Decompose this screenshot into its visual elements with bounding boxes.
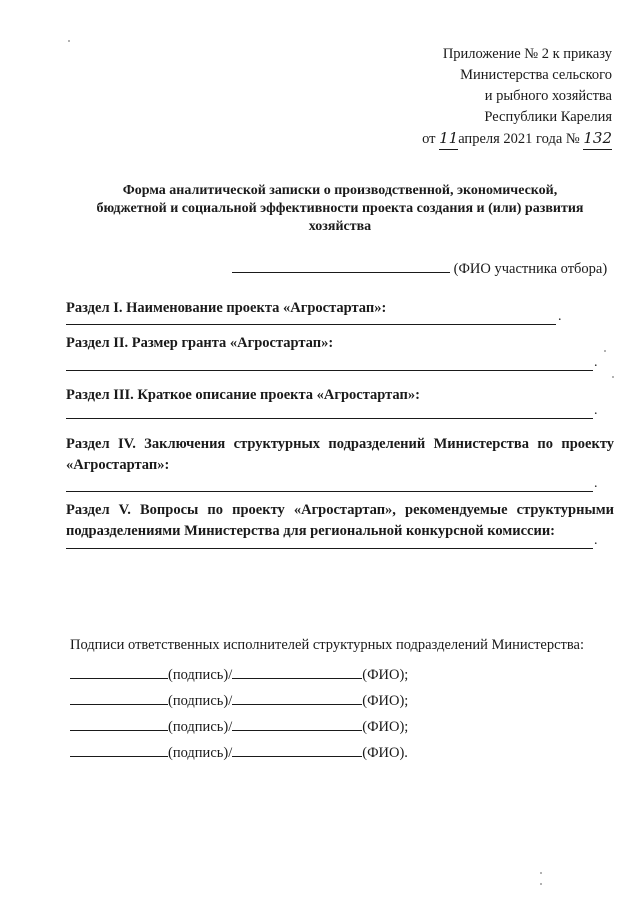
title-line-3: хозяйства <box>308 219 372 234</box>
participant-label: (ФИО участника отбора) <box>453 261 608 277</box>
scan-speck <box>540 872 542 874</box>
signature-label: (подпись)/ <box>168 745 233 761</box>
scan-speck <box>604 350 606 352</box>
scan-speck <box>540 883 542 885</box>
appendix-header <box>422 44 612 150</box>
signature-label: (подпись)/ <box>168 719 233 735</box>
signature-label: (подпись)/ <box>168 693 233 709</box>
appendix-date-line <box>422 128 612 150</box>
fio-label: (ФИО); <box>362 667 409 683</box>
fio-field[interactable] <box>232 716 362 731</box>
appendix-line-4: Республики Карелия <box>484 109 612 125</box>
handwritten-day: 11 <box>439 128 458 150</box>
section-2-period: . <box>594 355 598 370</box>
signature-row <box>70 716 408 736</box>
section-5-heading: Раздел V. Вопросы по проекту «Агростартап», рекомендуемые структурными подразделениями Министерства для региональной конкурсной комиссии: <box>66 502 614 539</box>
signature-row <box>70 742 408 762</box>
fio-label: (ФИО). <box>362 745 408 761</box>
appendix-line-2: Министерства сельского <box>460 67 612 83</box>
date-prefix: от <box>422 131 436 147</box>
form-title <box>60 182 620 236</box>
fio-label: (ФИО); <box>362 693 409 709</box>
appendix-line-3: и рыбного хозяйства <box>484 88 612 104</box>
signature-field[interactable] <box>70 690 168 705</box>
date-middle: апреля 2021 года № <box>458 131 580 147</box>
section-2-answer-line[interactable] <box>66 370 593 371</box>
section-1-period: . <box>558 309 562 324</box>
section-2-heading: Раздел II. Размер гранта «Агростартап»: <box>66 335 334 351</box>
section-4-period: . <box>594 476 598 491</box>
section-3-period: . <box>594 403 598 418</box>
section-4-heading: Раздел IV. Заключения структурных подразделений Министерства по проекту «Агростартап»: <box>66 436 614 473</box>
fio-label: (ФИО); <box>362 719 409 735</box>
title-line-1: Форма аналитической записки о производственной, экономической, <box>122 183 558 198</box>
signature-row <box>70 690 408 710</box>
title-line-2: бюджетной и социальной эффективности проекта создания и (или) развития <box>96 201 584 216</box>
section-3-heading: Раздел III. Краткое описание проекта «Агростартап»: <box>66 387 420 403</box>
signature-label: (подпись)/ <box>168 667 233 683</box>
section-4-answer-line[interactable] <box>66 491 593 492</box>
section-5-period: . <box>594 533 598 548</box>
section-3-answer-line[interactable] <box>66 418 593 419</box>
scan-speck <box>68 40 70 42</box>
handwritten-order-number: 132 <box>583 128 612 150</box>
signature-row <box>70 664 408 684</box>
scan-speck <box>612 376 614 378</box>
signatures-title: Подписи ответственных исполнителей структурных подразделений Министерства: <box>70 637 584 653</box>
signature-field[interactable] <box>70 664 168 679</box>
section-1-heading: Раздел I. Наименование проекта «Агростартап»: <box>66 300 387 316</box>
participant-name-field[interactable] <box>232 258 450 273</box>
signature-field[interactable] <box>70 742 168 757</box>
participant-row <box>232 258 607 278</box>
appendix-line-1: Приложение № 2 к приказу <box>442 46 612 62</box>
section-5-answer-line[interactable] <box>66 548 593 549</box>
fio-field[interactable] <box>232 742 362 757</box>
signature-field[interactable] <box>70 716 168 731</box>
section-1-answer-line[interactable] <box>66 324 556 325</box>
fio-field[interactable] <box>232 690 362 705</box>
fio-field[interactable] <box>232 664 362 679</box>
